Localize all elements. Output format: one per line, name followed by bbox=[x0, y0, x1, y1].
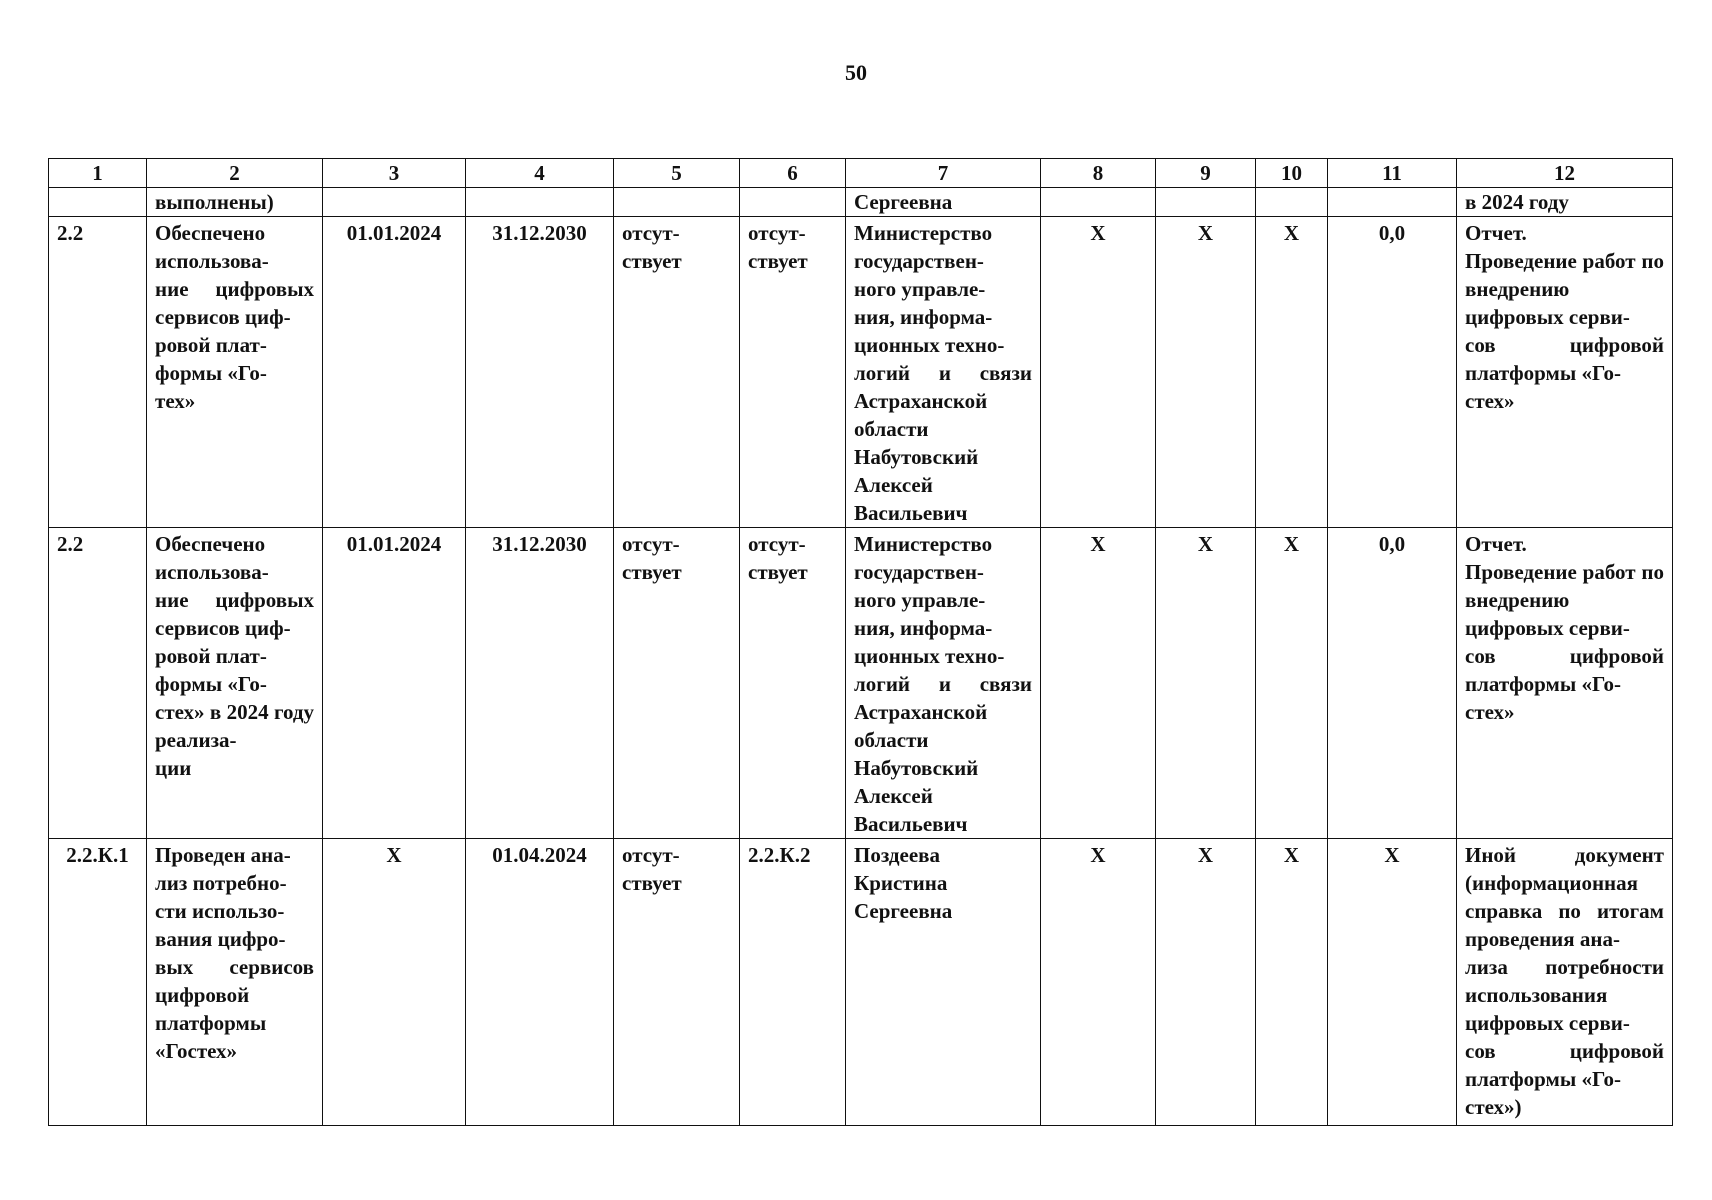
cell bbox=[1156, 188, 1256, 217]
cell bbox=[1041, 188, 1156, 217]
responsible: Министерство государствен- ного управле- ния, информа- ционных техно- логий и связи Астраханской области Набутовский Алексей Васильевич bbox=[846, 217, 1041, 528]
header-col-4: 4 bbox=[466, 159, 614, 188]
item-number: 2.2.К.1 bbox=[49, 839, 147, 1126]
cell bbox=[1256, 188, 1328, 217]
start-date: 01.01.2024 bbox=[323, 217, 466, 528]
col-11-value: X bbox=[1328, 839, 1457, 1126]
item-name: Обеспечено использова- ние цифровых сервисов циф- ровой плат- формы «Го- тех» bbox=[147, 217, 323, 528]
cell: Сергеевна bbox=[846, 188, 1041, 217]
header-col-6: 6 bbox=[740, 159, 846, 188]
col-11-value: 0,0 bbox=[1328, 217, 1457, 528]
col-8-value: X bbox=[1041, 839, 1156, 1126]
result-document: Отчет. Проведение работ по внедрению цифровых серви- сов цифровой платформы «Го- стех» bbox=[1457, 217, 1673, 528]
col-6-value: отсут- ствует bbox=[740, 217, 846, 528]
header-row bbox=[49, 159, 1673, 188]
col-9-value: X bbox=[1156, 528, 1256, 839]
cell: в 2024 году bbox=[1457, 188, 1673, 217]
col-8-value: X bbox=[1041, 528, 1156, 839]
continuation-row bbox=[49, 188, 1673, 217]
col-5-value: отсут- ствует bbox=[614, 528, 740, 839]
col-5-value: отсут- ствует bbox=[614, 217, 740, 528]
header-col-5: 5 bbox=[614, 159, 740, 188]
header-col-2: 2 bbox=[147, 159, 323, 188]
col-10-value: X bbox=[1256, 839, 1328, 1126]
col-6-value: отсут- ствует bbox=[740, 528, 846, 839]
col-11-value: 0,0 bbox=[1328, 528, 1457, 839]
item-name: Обеспечено использова- ние цифровых сервисов циф- ровой плат- формы «Го- стех» в 2024 году реализа- ции bbox=[147, 528, 323, 839]
item-number: 2.2 bbox=[49, 528, 147, 839]
responsible: Поздеева Кристина Сергеевна bbox=[846, 839, 1041, 1126]
header-col-7: 7 bbox=[846, 159, 1041, 188]
cell bbox=[49, 188, 147, 217]
end-date: 31.12.2030 bbox=[466, 528, 614, 839]
start-date: X bbox=[323, 839, 466, 1126]
end-date: 31.12.2030 bbox=[466, 217, 614, 528]
result-document: Иной документ (информационная справка по итогам проведения ана- лиза потребности использования цифровых серви- сов цифровой платформы «Го- стех») bbox=[1457, 839, 1673, 1126]
item-name: Проведен ана- лиз потребно- сти использо- вания цифро- вых сервисов цифровой платформы «Гостех» bbox=[147, 839, 323, 1126]
col-9-value: X bbox=[1156, 217, 1256, 528]
cell bbox=[1328, 188, 1457, 217]
item-number: 2.2 bbox=[49, 217, 147, 528]
cell bbox=[614, 188, 740, 217]
plan-table bbox=[48, 158, 1673, 1126]
end-date: 01.04.2024 bbox=[466, 839, 614, 1126]
result-document: Отчет. Проведение работ по внедрению цифровых серви- сов цифровой платформы «Го- стех» bbox=[1457, 528, 1673, 839]
header-col-9: 9 bbox=[1156, 159, 1256, 188]
col-5-value: отсут- ствует bbox=[614, 839, 740, 1126]
col-8-value: X bbox=[1041, 217, 1156, 528]
table-row bbox=[49, 217, 1673, 528]
table-row bbox=[49, 528, 1673, 839]
cell bbox=[466, 188, 614, 217]
page-number: 50 bbox=[845, 60, 867, 85]
table-row bbox=[49, 839, 1673, 1126]
header-col-11: 11 bbox=[1328, 159, 1457, 188]
cell bbox=[740, 188, 846, 217]
responsible: Министерство государствен- ного управле- ния, информа- ционных техно- логий и связи Астраханской области Набутовский Алексей Васильевич bbox=[846, 528, 1041, 839]
col-10-value: X bbox=[1256, 528, 1328, 839]
start-date: 01.01.2024 bbox=[323, 528, 466, 839]
header-col-1: 1 bbox=[49, 159, 147, 188]
header-col-12: 12 bbox=[1457, 159, 1673, 188]
col-6-value: 2.2.К.2 bbox=[740, 839, 846, 1126]
col-10-value: X bbox=[1256, 217, 1328, 528]
cell bbox=[323, 188, 466, 217]
header-col-10: 10 bbox=[1256, 159, 1328, 188]
header-col-8: 8 bbox=[1041, 159, 1156, 188]
header-col-3: 3 bbox=[323, 159, 466, 188]
col-9-value: X bbox=[1156, 839, 1256, 1126]
cell: выполнены) bbox=[147, 188, 323, 217]
